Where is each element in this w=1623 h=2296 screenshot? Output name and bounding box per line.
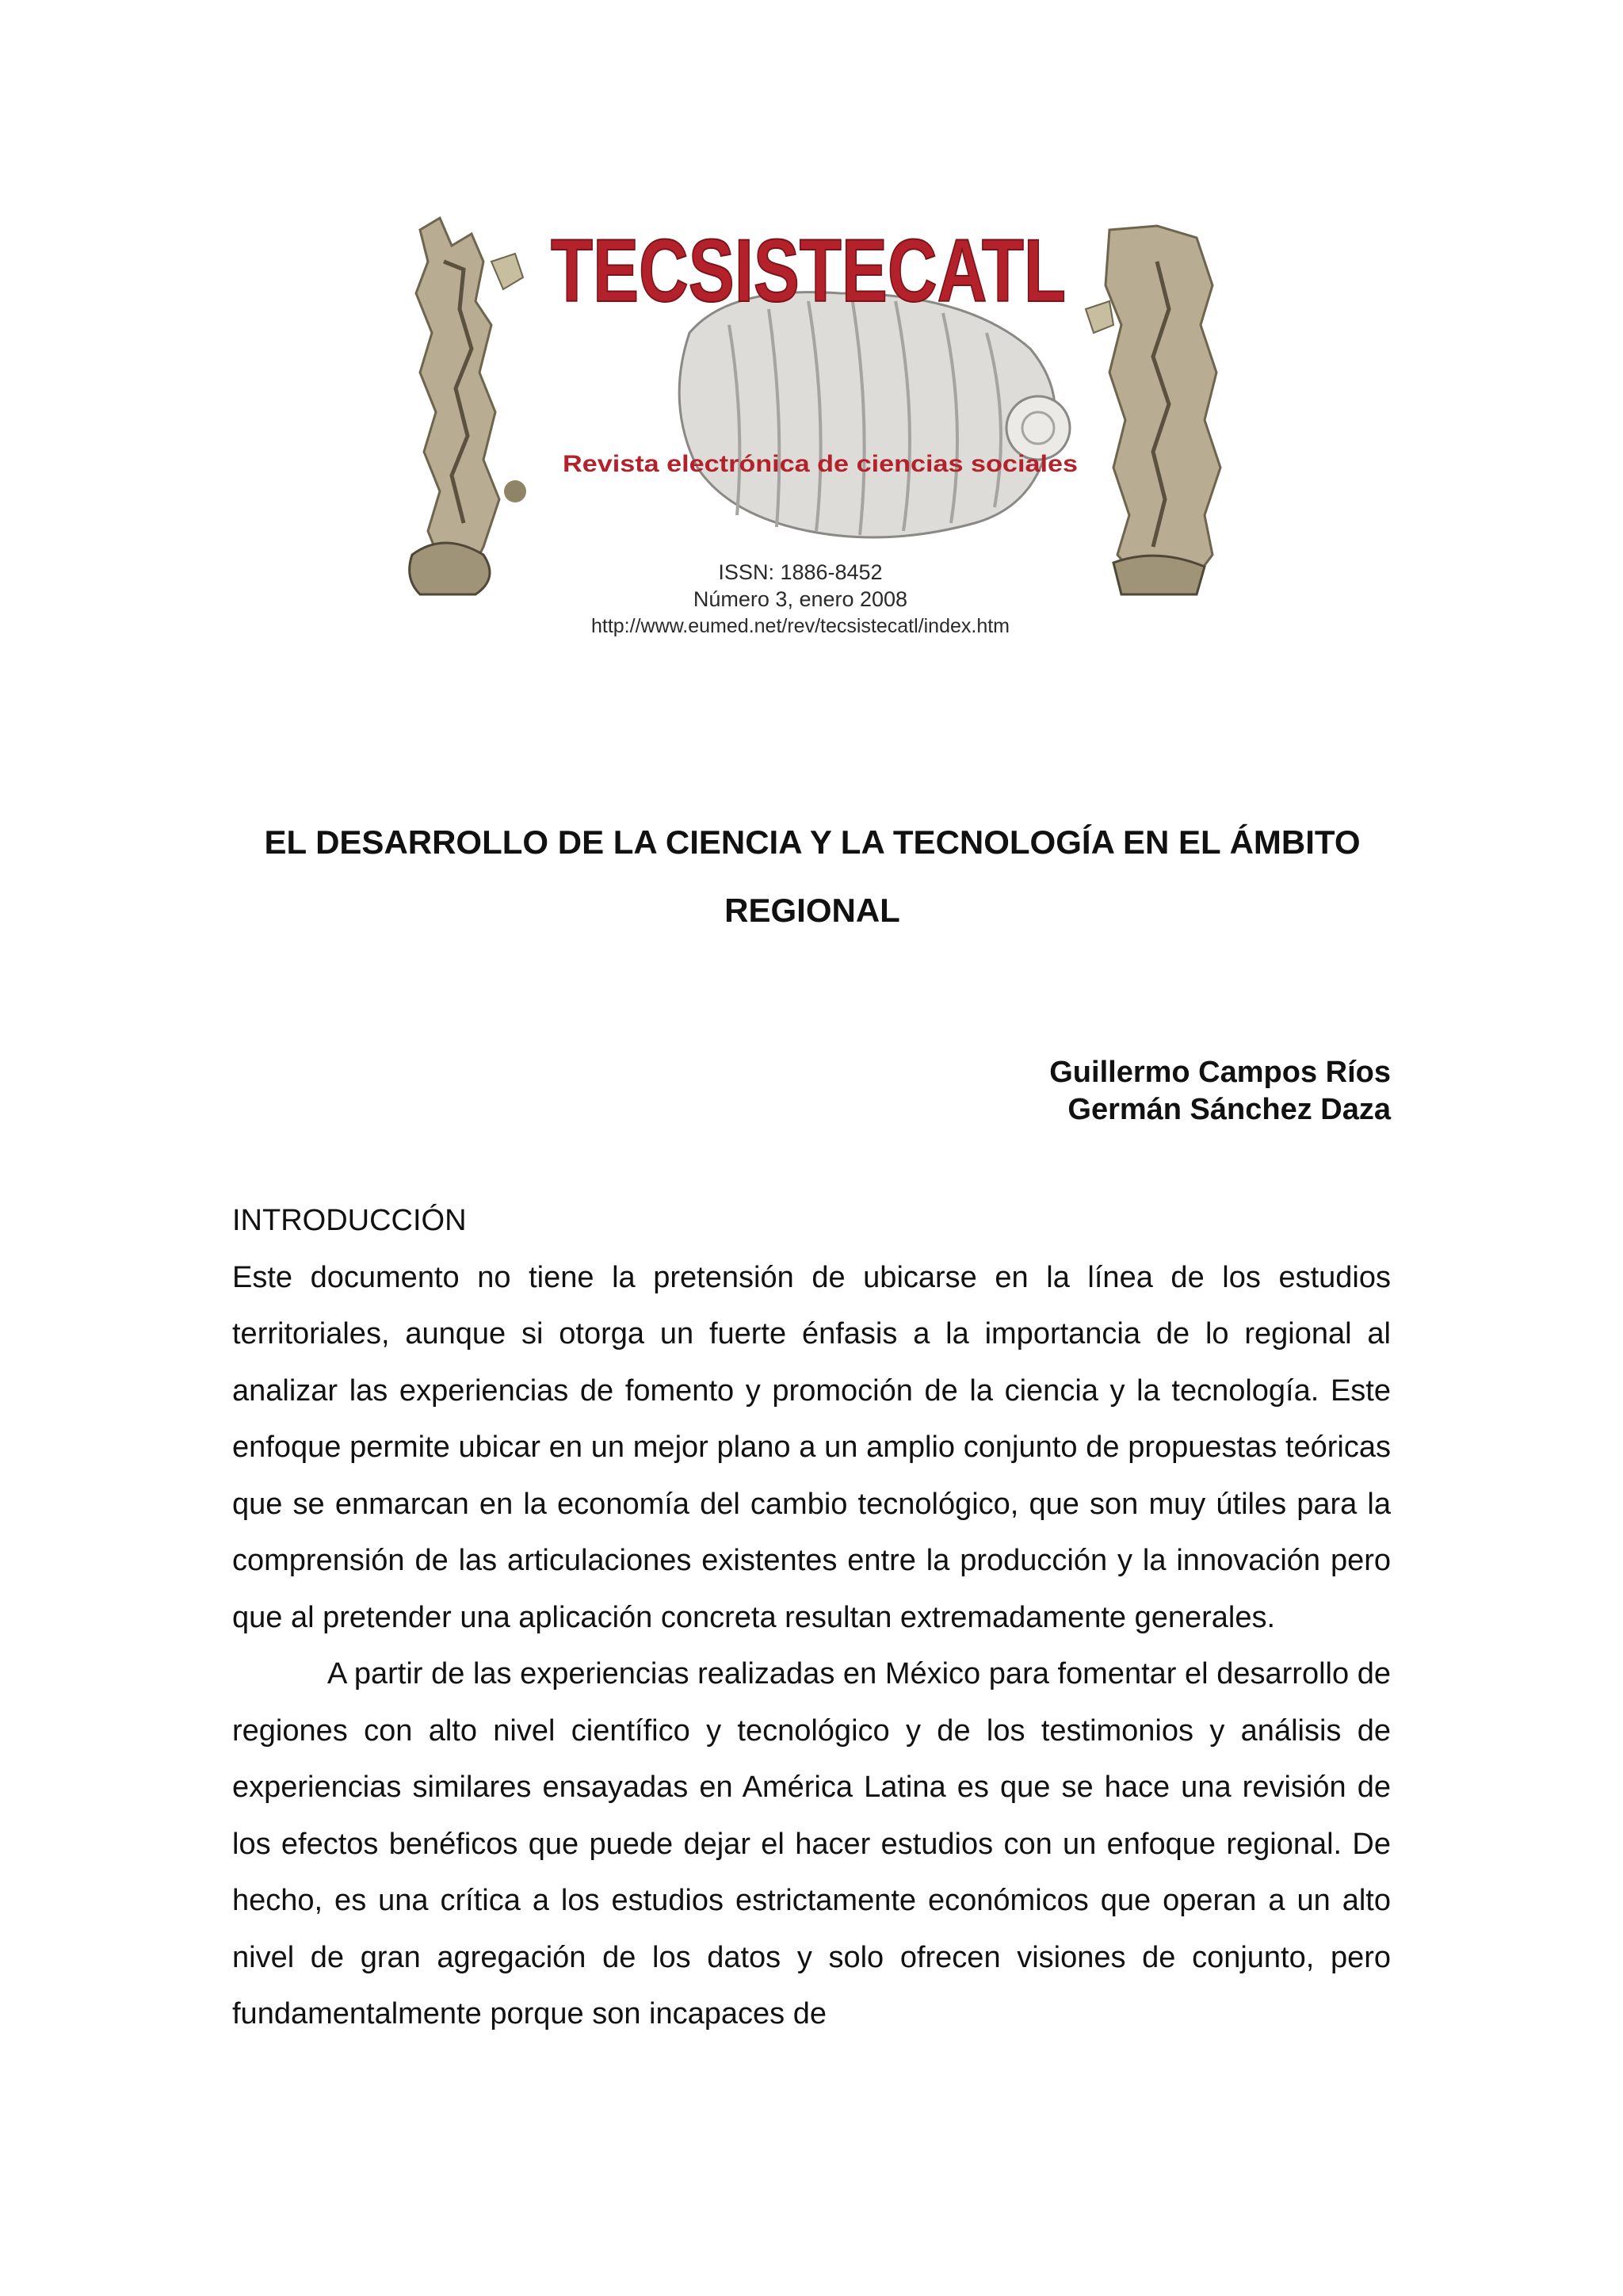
article-title: EL DESARROLLO DE LA CIENCIA Y LA TECNOLOGÍA EN EL ÁMBITO REGIONAL bbox=[264, 823, 1361, 929]
journal-tagline: Revista electrónica de ciencias sociales bbox=[563, 451, 1078, 477]
left-stone-figure-icon bbox=[410, 218, 526, 594]
author-name: Germán Sánchez Daza bbox=[1067, 1093, 1391, 1126]
right-stone-figure-icon bbox=[1086, 226, 1220, 594]
body-paragraph: A partir de las experiencias realizadas en México para fomentar el desarrollo de regiones con alto nivel científico y tecnológico y de los testimonios y análisis de experiencias similares ensayadas en América Latina es que se hace una revisión de los efectos benéficos que puede dejar el hacer estudios con un enfoque regional. De hecho, es una crítica a los estudios estrictamente económicos que operan a un alto nivel de gran agregación de los datos y solo ofrecen visiones de conjunto, pero fundamentalmente porque son incapaces de bbox=[232, 1657, 1391, 2030]
article-body bbox=[232, 1193, 1391, 2043]
body-paragraph: Este documento no tiene la pretensión de ubicarse en la línea de los estudios territoriales, aunque si otorga un fuerte énfasis a la importancia de lo regional al analizar las experiencias de fomento y promoción de la ciencia y la tecnología. Este enfoque permite ubicar en un mejor plano a un amplio conjunto de propuestas teóricas que se enmarcan en la economía del cambio tecnológico, que son muy útiles para la comprensión de las articulaciones existentes entre la producción y la innovación pero que al pretender una aplicación concreta resultan extremadamente generales. bbox=[232, 1260, 1391, 1634]
section-heading: INTRODUCCIÓN bbox=[232, 1204, 467, 1237]
conch-shell-icon bbox=[679, 292, 1070, 537]
author-list bbox=[1049, 1054, 1391, 1129]
journal-publication-info bbox=[475, 559, 1125, 640]
journal-title-wordmark: TECSISTECATL bbox=[551, 221, 1066, 320]
issn-line: ISSN: 1886-8452 bbox=[718, 560, 883, 584]
issue-line: Número 3, enero 2008 bbox=[693, 587, 908, 611]
author-name: Guillermo Campos Ríos bbox=[1049, 1056, 1391, 1089]
journal-url: http://www.eumed.net/rev/tecsistecatl/index.htm bbox=[590, 615, 1010, 637]
